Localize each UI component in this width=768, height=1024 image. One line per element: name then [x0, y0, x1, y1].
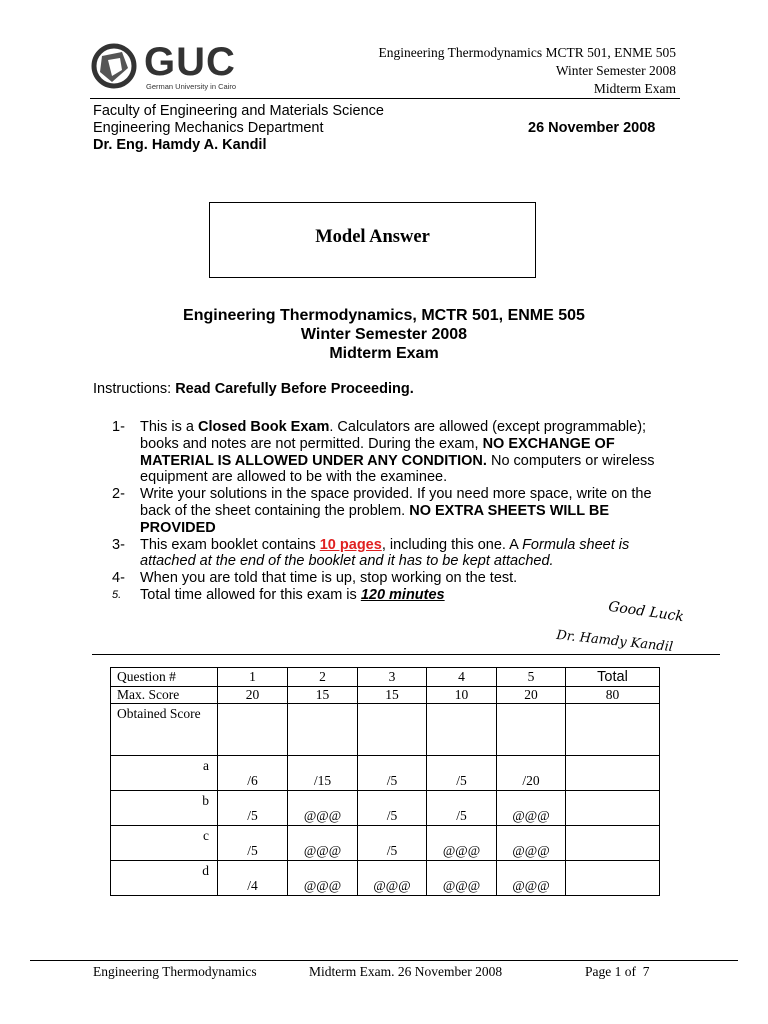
max-score-label: Max. Score — [111, 687, 218, 704]
score-entry[interactable] — [358, 704, 427, 756]
total-entry[interactable] — [566, 826, 660, 861]
total-entry[interactable] — [566, 861, 660, 896]
header-course-info — [379, 44, 676, 98]
footer-course: Engineering Thermodynamics — [93, 964, 257, 979]
score-entry[interactable] — [497, 704, 566, 756]
instructions-label: Instructions: — [93, 381, 172, 397]
obtained-score-label: Obtained Score — [111, 704, 218, 756]
score-entry[interactable] — [288, 704, 358, 756]
model-answer-label: Model Answer — [315, 227, 430, 247]
list-item: 1- This is a Closed Book Exam. Calculators are allowed (except programmable); books and notes are not permitted. During the exam, NO EXCHANGE OF MATERIAL IS ALLOWED UNDER ANY CONDITION. No computers or wireless equipment are allowed to be with the examinee. — [112, 419, 655, 486]
list-item: 4- When you are told that time is up, stop working on the test. — [112, 570, 518, 587]
instructions-list — [112, 419, 672, 604]
score-entry[interactable] — [218, 704, 288, 756]
table-row: Question # 1 2 3 4 5 Total — [111, 668, 660, 687]
header-exam: Midterm Exam — [593, 81, 676, 96]
logo-subtitle: German University in Cairo — [146, 82, 237, 91]
table-row — [111, 704, 660, 756]
total-entry[interactable] — [566, 756, 660, 791]
signature-divider — [92, 654, 720, 655]
instructor-name: Dr. Eng. Hamdy A. Kandil — [93, 137, 267, 153]
instructions-heading — [93, 381, 414, 397]
department-name: Engineering Mechanics Department — [93, 120, 324, 136]
total-header: Total — [566, 668, 660, 687]
logo-text: GUC — [144, 40, 236, 84]
score-entry[interactable] — [427, 704, 497, 756]
list-item: 5. Total time allowed for this exam is 120 minutes — [112, 586, 445, 603]
title-exam: Midterm Exam — [329, 345, 439, 362]
header-semester: Winter Semester 2008 — [555, 63, 676, 78]
faculty-block — [93, 103, 384, 154]
table-row: a /6 /15 /5 /5 /20 — [111, 756, 660, 791]
table-row: c /5 @@@ /5 @@@ @@@ — [111, 826, 660, 861]
instructions-headline: Read Carefully Before Proceeding. — [175, 381, 414, 397]
footer-exam-date: Midterm Exam. 26 November 2008 — [309, 964, 503, 979]
table-row: Max. Score 20 15 15 10 20 80 — [111, 687, 660, 704]
total-entry[interactable] — [566, 704, 660, 756]
total-entry[interactable] — [566, 791, 660, 826]
model-answer-box — [209, 202, 536, 278]
faculty-name: Faculty of Engineering and Materials Science — [93, 103, 384, 119]
header-course: Engineering Thermodynamics MCTR 501, ENME 505 — [378, 45, 676, 60]
question-header: Question # — [111, 668, 218, 687]
title-course: Engineering Thermodynamics, MCTR 501, ENME 505 — [183, 307, 585, 324]
page-count-highlight: 10 pages — [319, 536, 382, 553]
score-table — [110, 667, 660, 896]
guc-logo — [90, 42, 260, 94]
footer-page-number: Page 1 of 7 — [585, 964, 650, 979]
title-semester: Winter Semester 2008 — [300, 326, 468, 343]
footer-divider — [30, 960, 738, 961]
list-item: 3- This exam booklet contains 10 pages, including this one. A Formula sheet is attached at the end of the booklet and it has to be kept attached. — [112, 536, 630, 570]
exam-date: 26 November 2008 — [528, 120, 656, 136]
table-row: b /5 @@@ /5 /5 @@@ — [111, 791, 660, 826]
exam-title — [0, 306, 768, 363]
signature: Dr. Hamdy Kandil — [555, 627, 674, 656]
list-item: 2- Write your solutions in the space provided. If you need more space, write on the back of the sheet containing the problem. NO EXTRA SHEETS WILL BE PROVIDED — [112, 486, 652, 536]
table-row: d /4 @@@ @@@ @@@ @@@ — [111, 861, 660, 896]
good-luck-text: Good Luck — [607, 598, 685, 626]
header-divider — [90, 98, 680, 99]
time-allowed: 120 minutes — [360, 586, 445, 603]
